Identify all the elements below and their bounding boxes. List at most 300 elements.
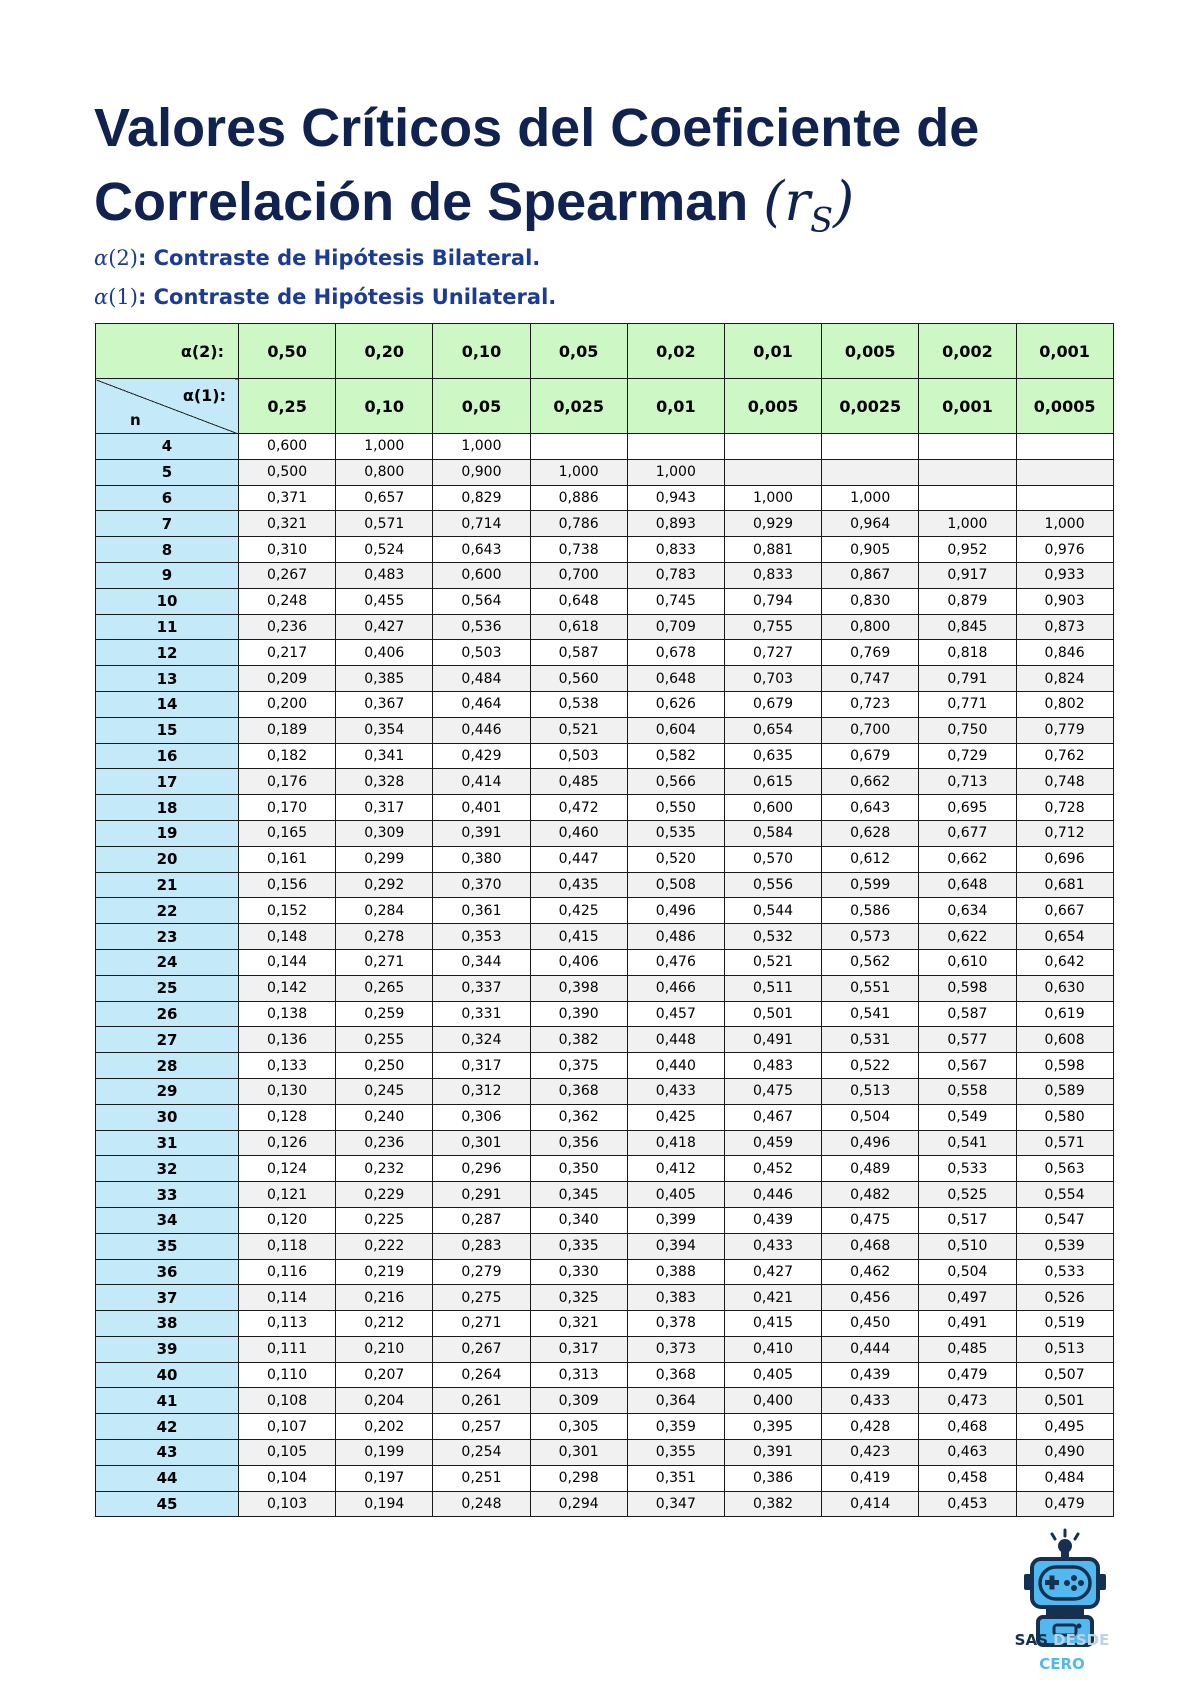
critical-value-cell: 0,351 xyxy=(627,1465,724,1491)
table-row xyxy=(96,717,1114,743)
logo-word-sas: SAS xyxy=(1014,1631,1048,1649)
critical-value-cell: 0,353 xyxy=(433,924,530,950)
critical-value-cell: 0,446 xyxy=(724,1182,821,1208)
table-row xyxy=(96,1285,1114,1311)
sample-size-cell: 4 xyxy=(96,434,239,460)
critical-value-cell: 0,418 xyxy=(627,1130,724,1156)
sample-size-cell: 21 xyxy=(96,872,239,898)
critical-value-cell: 0,571 xyxy=(1016,1130,1113,1156)
critical-value-cell: 1,000 xyxy=(822,485,919,511)
sample-size-cell: 36 xyxy=(96,1259,239,1285)
table-row xyxy=(96,666,1114,692)
critical-value-cell: 0,709 xyxy=(627,614,724,640)
critical-value-cell xyxy=(724,434,821,460)
critical-value-cell: 0,324 xyxy=(433,1027,530,1053)
critical-value-cell: 0,419 xyxy=(822,1465,919,1491)
critical-value-cell: 0,463 xyxy=(919,1440,1016,1466)
alpha1-header: 0,25 xyxy=(239,379,336,434)
critical-value-cell: 0,294 xyxy=(530,1491,627,1517)
critical-value-cell: 0,362 xyxy=(530,1104,627,1130)
critical-value-cell: 0,554 xyxy=(1016,1182,1113,1208)
critical-value-cell xyxy=(822,459,919,485)
critical-value-cell: 0,313 xyxy=(530,1362,627,1388)
table-row xyxy=(96,1491,1114,1517)
critical-value-cell: 0,415 xyxy=(530,924,627,950)
critical-value-cell: 0,712 xyxy=(1016,820,1113,846)
critical-value-cell: 0,279 xyxy=(433,1259,530,1285)
critical-value-cell: 0,771 xyxy=(919,691,1016,717)
critical-value-cell: 0,728 xyxy=(1016,795,1113,821)
critical-value-cell: 0,335 xyxy=(530,1233,627,1259)
critical-value-cell: 0,485 xyxy=(530,769,627,795)
alpha1-header-row xyxy=(96,379,1114,434)
critical-value-cell: 0,259 xyxy=(336,1001,433,1027)
critical-value-cell: 0,415 xyxy=(724,1311,821,1337)
critical-value-cell: 0,232 xyxy=(336,1156,433,1182)
critical-value-cell: 0,610 xyxy=(919,949,1016,975)
sample-size-cell: 19 xyxy=(96,820,239,846)
critical-value-cell: 0,520 xyxy=(627,846,724,872)
critical-value-cell: 0,414 xyxy=(822,1491,919,1517)
alpha2-header: 0,005 xyxy=(822,324,919,379)
critical-value-cell: 0,513 xyxy=(1016,1336,1113,1362)
legend-unilateral: α(1): Contraste de Hipótesis Unilateral. xyxy=(94,285,557,309)
alpha2-header: 0,001 xyxy=(1016,324,1113,379)
critical-value-cell: 0,976 xyxy=(1016,537,1113,563)
sample-size-cell: 12 xyxy=(96,640,239,666)
critical-value-cell: 0,110 xyxy=(239,1362,336,1388)
critical-value-cell xyxy=(1016,485,1113,511)
critical-value-cell: 0,833 xyxy=(724,562,821,588)
critical-value-cell: 0,634 xyxy=(919,898,1016,924)
critical-value-cell: 0,152 xyxy=(239,898,336,924)
critical-value-cell: 0,577 xyxy=(919,1027,1016,1053)
critical-value-cell: 0,748 xyxy=(1016,769,1113,795)
critical-value-cell: 0,305 xyxy=(530,1414,627,1440)
critical-value-cell xyxy=(919,485,1016,511)
critical-value-cell: 0,236 xyxy=(336,1130,433,1156)
critical-value-cell: 0,563 xyxy=(1016,1156,1113,1182)
alpha2-header: 0,05 xyxy=(530,324,627,379)
critical-value-cell: 0,473 xyxy=(919,1388,1016,1414)
critical-value-cell: 0,309 xyxy=(336,820,433,846)
critical-value-cell: 0,829 xyxy=(433,485,530,511)
critical-value-cell: 0,368 xyxy=(530,1078,627,1104)
critical-value-cell: 0,703 xyxy=(724,666,821,692)
critical-value-cell: 0,330 xyxy=(530,1259,627,1285)
critical-value-cell: 0,275 xyxy=(433,1285,530,1311)
critical-value-cell: 0,587 xyxy=(530,640,627,666)
sample-size-cell: 42 xyxy=(96,1414,239,1440)
critical-value-cell: 0,533 xyxy=(919,1156,1016,1182)
critical-value-cell: 0,484 xyxy=(1016,1465,1113,1491)
table-row xyxy=(96,1027,1114,1053)
critical-value-cell: 0,395 xyxy=(724,1414,821,1440)
critical-value-cell: 0,479 xyxy=(919,1362,1016,1388)
critical-value-cell: 0,222 xyxy=(336,1233,433,1259)
logo-word-desde: DESDE xyxy=(1053,1631,1110,1649)
critical-value-cell: 0,386 xyxy=(724,1465,821,1491)
table-row xyxy=(96,769,1114,795)
critical-value-cell: 0,618 xyxy=(530,614,627,640)
critical-value-cell xyxy=(919,459,1016,485)
critical-value-cell: 0,612 xyxy=(822,846,919,872)
critical-value-cell: 0,236 xyxy=(239,614,336,640)
critical-value-cell: 0,584 xyxy=(724,820,821,846)
table-row xyxy=(96,975,1114,1001)
n-label: n xyxy=(130,411,141,429)
critical-value-cell: 0,700 xyxy=(822,717,919,743)
critical-value-cell: 0,368 xyxy=(627,1362,724,1388)
critical-value-cell: 0,301 xyxy=(530,1440,627,1466)
critical-value-cell: 0,541 xyxy=(822,1001,919,1027)
critical-value-cell: 0,482 xyxy=(822,1182,919,1208)
critical-value-cell: 0,291 xyxy=(433,1182,530,1208)
critical-value-cell: 0,331 xyxy=(433,1001,530,1027)
critical-value-cell: 0,250 xyxy=(336,1053,433,1079)
critical-value-cell: 0,747 xyxy=(822,666,919,692)
critical-value-cell: 0,120 xyxy=(239,1207,336,1233)
critical-value-cell: 0,136 xyxy=(239,1027,336,1053)
critical-value-cell: 0,328 xyxy=(336,769,433,795)
critical-value-cell: 0,144 xyxy=(239,949,336,975)
critical-value-cell: 0,121 xyxy=(239,1182,336,1208)
critical-value-cell: 0,657 xyxy=(336,485,433,511)
critical-value-cell: 0,662 xyxy=(919,846,1016,872)
critical-value-cell: 0,248 xyxy=(433,1491,530,1517)
critical-value-cell: 0,501 xyxy=(1016,1388,1113,1414)
critical-value-cell: 0,113 xyxy=(239,1311,336,1337)
critical-value-cell: 0,521 xyxy=(530,717,627,743)
sample-size-cell: 6 xyxy=(96,485,239,511)
critical-value-cell: 0,541 xyxy=(919,1130,1016,1156)
critical-value-cell: 0,176 xyxy=(239,769,336,795)
critical-value-cell: 0,567 xyxy=(919,1053,1016,1079)
critical-value-cell: 0,321 xyxy=(530,1311,627,1337)
critical-value-cell: 0,182 xyxy=(239,743,336,769)
alpha2-header: 0,002 xyxy=(919,324,1016,379)
table-row xyxy=(96,795,1114,821)
critical-value-cell: 0,375 xyxy=(530,1053,627,1079)
critical-value-cell: 0,769 xyxy=(822,640,919,666)
critical-value-cell: 0,248 xyxy=(239,588,336,614)
critical-value-cell: 0,513 xyxy=(822,1078,919,1104)
sample-size-cell: 18 xyxy=(96,795,239,821)
critical-value-cell: 0,138 xyxy=(239,1001,336,1027)
critical-value-cell: 0,539 xyxy=(1016,1233,1113,1259)
critical-value-cell: 0,952 xyxy=(919,537,1016,563)
critical-value-cell: 0,367 xyxy=(336,691,433,717)
critical-value-cell: 0,562 xyxy=(822,949,919,975)
table-row xyxy=(96,1311,1114,1337)
critical-value-cell: 0,439 xyxy=(822,1362,919,1388)
critical-value-cell: 0,298 xyxy=(530,1465,627,1491)
critical-value-cell: 0,257 xyxy=(433,1414,530,1440)
critical-value-cell: 0,570 xyxy=(724,846,821,872)
critical-value-cell: 0,491 xyxy=(919,1311,1016,1337)
critical-value-cell: 0,364 xyxy=(627,1388,724,1414)
table-row xyxy=(96,1182,1114,1208)
critical-value-cell: 0,667 xyxy=(1016,898,1113,924)
critical-value-cell: 0,317 xyxy=(530,1336,627,1362)
critical-value-cell: 0,310 xyxy=(239,537,336,563)
critical-value-cell: 0,526 xyxy=(1016,1285,1113,1311)
critical-value-cell: 0,727 xyxy=(724,640,821,666)
critical-value-cell: 0,468 xyxy=(822,1233,919,1259)
critical-value-cell: 0,547 xyxy=(1016,1207,1113,1233)
sample-size-cell: 29 xyxy=(96,1078,239,1104)
critical-value-cell: 0,532 xyxy=(724,924,821,950)
critical-value-cell: 0,361 xyxy=(433,898,530,924)
critical-value-cell: 0,615 xyxy=(724,769,821,795)
alpha2-header: 0,02 xyxy=(627,324,724,379)
critical-value-cell: 0,412 xyxy=(627,1156,724,1182)
critical-value-cell: 0,292 xyxy=(336,872,433,898)
critical-value-cell: 0,278 xyxy=(336,924,433,950)
critical-value-cell: 1,000 xyxy=(1016,511,1113,537)
critical-value-cell: 0,271 xyxy=(336,949,433,975)
alpha1-header: 0,05 xyxy=(433,379,530,434)
alpha2-header: 0,20 xyxy=(336,324,433,379)
critical-value-cell: 0,356 xyxy=(530,1130,627,1156)
alpha1-header: 0,001 xyxy=(919,379,1016,434)
critical-value-cell: 0,107 xyxy=(239,1414,336,1440)
table-row xyxy=(96,459,1114,485)
sample-size-cell: 24 xyxy=(96,949,239,975)
critical-value-cell: 0,943 xyxy=(627,485,724,511)
critical-value-cell xyxy=(1016,459,1113,485)
critical-value-cell: 0,549 xyxy=(919,1104,1016,1130)
alpha1-label: α(1): xyxy=(182,386,226,405)
critical-value-cell: 0,406 xyxy=(336,640,433,666)
critical-value-cell: 0,189 xyxy=(239,717,336,743)
table-row xyxy=(96,1233,1114,1259)
critical-value-cell: 0,405 xyxy=(724,1362,821,1388)
critical-value-cell: 0,435 xyxy=(530,872,627,898)
critical-value-cell xyxy=(822,434,919,460)
critical-value-cell: 0,440 xyxy=(627,1053,724,1079)
table-body xyxy=(96,434,1114,1517)
table-row xyxy=(96,820,1114,846)
critical-value-cell: 0,103 xyxy=(239,1491,336,1517)
table-row xyxy=(96,1156,1114,1182)
critical-value-cell xyxy=(530,434,627,460)
alpha1-header: 0,10 xyxy=(336,379,433,434)
critical-value-cell: 0,390 xyxy=(530,1001,627,1027)
critical-value-cell: 0,341 xyxy=(336,743,433,769)
critical-value-cell: 0,217 xyxy=(239,640,336,666)
title-line-1: Valores Críticos del Coeficiente de xyxy=(94,98,980,158)
critical-value-cell: 0,354 xyxy=(336,717,433,743)
critical-value-cell: 0,347 xyxy=(627,1491,724,1517)
logo-wordmark xyxy=(1002,1628,1122,1676)
critical-value-cell: 0,472 xyxy=(530,795,627,821)
critical-value-cell: 0,504 xyxy=(919,1259,1016,1285)
critical-value-cell: 0,517 xyxy=(919,1207,1016,1233)
critical-value-cell: 0,738 xyxy=(530,537,627,563)
critical-value-cell: 0,755 xyxy=(724,614,821,640)
sample-size-cell: 40 xyxy=(96,1362,239,1388)
sample-size-cell: 30 xyxy=(96,1104,239,1130)
critical-value-cell: 0,483 xyxy=(724,1053,821,1079)
sample-size-cell: 33 xyxy=(96,1182,239,1208)
critical-value-cell: 0,371 xyxy=(239,485,336,511)
critical-value-cell: 0,589 xyxy=(1016,1078,1113,1104)
critical-value-cell: 0,382 xyxy=(724,1491,821,1517)
critical-value-cell: 0,459 xyxy=(724,1130,821,1156)
critical-value-cell: 0,531 xyxy=(822,1027,919,1053)
critical-value-cell: 0,448 xyxy=(627,1027,724,1053)
critical-value-cell: 0,600 xyxy=(433,562,530,588)
sample-size-cell: 13 xyxy=(96,666,239,692)
critical-value-cell: 0,630 xyxy=(1016,975,1113,1001)
table-row xyxy=(96,1336,1114,1362)
table-row xyxy=(96,1001,1114,1027)
critical-value-cell: 0,296 xyxy=(433,1156,530,1182)
critical-value-cell: 0,800 xyxy=(822,614,919,640)
critical-value-cell: 0,600 xyxy=(239,434,336,460)
table-row xyxy=(96,511,1114,537)
critical-value-cell: 0,345 xyxy=(530,1182,627,1208)
critical-value-cell: 0,654 xyxy=(724,717,821,743)
critical-value-cell: 0,219 xyxy=(336,1259,433,1285)
critical-value-cell: 0,475 xyxy=(822,1207,919,1233)
critical-value-cell: 0,216 xyxy=(336,1285,433,1311)
critical-value-cell: 0,696 xyxy=(1016,846,1113,872)
critical-value-cell: 0,729 xyxy=(919,743,1016,769)
critical-value-cell: 0,824 xyxy=(1016,666,1113,692)
critical-value-cell: 0,165 xyxy=(239,820,336,846)
sample-size-cell: 31 xyxy=(96,1130,239,1156)
alpha1-header: 0,025 xyxy=(530,379,627,434)
critical-value-cell: 0,209 xyxy=(239,666,336,692)
sample-size-cell: 34 xyxy=(96,1207,239,1233)
critical-value-cell: 0,628 xyxy=(822,820,919,846)
critical-value-cell: 0,405 xyxy=(627,1182,724,1208)
critical-value-cell: 0,504 xyxy=(822,1104,919,1130)
critical-value-cell: 0,679 xyxy=(822,743,919,769)
critical-value-cell: 0,398 xyxy=(530,975,627,1001)
critical-value-cell: 0,491 xyxy=(724,1027,821,1053)
alpha1-n-corner-cell xyxy=(96,379,239,434)
critical-value-cell: 0,643 xyxy=(433,537,530,563)
critical-value-cell: 0,525 xyxy=(919,1182,1016,1208)
critical-value-cell: 0,468 xyxy=(919,1414,1016,1440)
critical-value-cell: 0,714 xyxy=(433,511,530,537)
critical-value-cell: 0,466 xyxy=(627,975,724,1001)
critical-value-cell: 0,800 xyxy=(336,459,433,485)
critical-value-cell: 0,648 xyxy=(530,588,627,614)
critical-value-cell: 0,599 xyxy=(822,872,919,898)
sample-size-cell: 23 xyxy=(96,924,239,950)
critical-value-cell: 0,551 xyxy=(822,975,919,1001)
critical-value-cell: 0,681 xyxy=(1016,872,1113,898)
sample-size-cell: 32 xyxy=(96,1156,239,1182)
alpha2-label: α(2): xyxy=(96,324,239,379)
sample-size-cell: 41 xyxy=(96,1388,239,1414)
critical-value-cell: 0,903 xyxy=(1016,588,1113,614)
critical-value-cell: 0,556 xyxy=(724,872,821,898)
critical-value-cell: 0,116 xyxy=(239,1259,336,1285)
table-row xyxy=(96,1440,1114,1466)
critical-value-cell: 0,679 xyxy=(724,691,821,717)
critical-value-cell: 0,283 xyxy=(433,1233,530,1259)
critical-value-cell: 0,427 xyxy=(724,1259,821,1285)
critical-value-cell: 0,933 xyxy=(1016,562,1113,588)
sample-size-cell: 14 xyxy=(96,691,239,717)
critical-values-table xyxy=(95,323,1114,1517)
critical-value-cell: 0,309 xyxy=(530,1388,627,1414)
critical-value-cell: 0,489 xyxy=(822,1156,919,1182)
critical-value-cell: 0,170 xyxy=(239,795,336,821)
critical-value-cell: 0,317 xyxy=(433,1053,530,1079)
critical-value-cell: 0,306 xyxy=(433,1104,530,1130)
critical-value-cell: 0,846 xyxy=(1016,640,1113,666)
critical-value-cell: 0,564 xyxy=(433,588,530,614)
critical-value-cell: 0,301 xyxy=(433,1130,530,1156)
critical-value-cell: 0,225 xyxy=(336,1207,433,1233)
critical-value-cell: 0,344 xyxy=(433,949,530,975)
critical-value-cell: 0,662 xyxy=(822,769,919,795)
critical-value-cell: 0,791 xyxy=(919,666,1016,692)
critical-value-cell: 0,458 xyxy=(919,1465,1016,1491)
critical-value-cell: 0,604 xyxy=(627,717,724,743)
alpha2-header: 0,10 xyxy=(433,324,530,379)
critical-value-cell: 0,425 xyxy=(530,898,627,924)
critical-value-cell: 0,483 xyxy=(336,562,433,588)
table-row xyxy=(96,1259,1114,1285)
critical-value-cell: 0,496 xyxy=(627,898,724,924)
sample-size-cell: 22 xyxy=(96,898,239,924)
critical-value-cell: 0,786 xyxy=(530,511,627,537)
critical-value-cell: 0,867 xyxy=(822,562,919,588)
table-row xyxy=(96,872,1114,898)
critical-value-cell: 0,359 xyxy=(627,1414,724,1440)
sample-size-cell: 25 xyxy=(96,975,239,1001)
critical-value-cell: 0,355 xyxy=(627,1440,724,1466)
critical-value-cell: 0,802 xyxy=(1016,691,1113,717)
critical-value-cell xyxy=(627,434,724,460)
sample-size-cell: 7 xyxy=(96,511,239,537)
critical-value-cell: 0,929 xyxy=(724,511,821,537)
critical-value-cell: 0,508 xyxy=(627,872,724,898)
table-row xyxy=(96,1207,1114,1233)
critical-value-cell: 0,762 xyxy=(1016,743,1113,769)
critical-value-cell: 0,200 xyxy=(239,691,336,717)
critical-value-cell: 0,893 xyxy=(627,511,724,537)
critical-value-cell: 0,446 xyxy=(433,717,530,743)
critical-value-cell: 1,000 xyxy=(530,459,627,485)
critical-value-cell: 0,598 xyxy=(919,975,1016,1001)
critical-value-cell: 0,503 xyxy=(433,640,530,666)
critical-value-cell: 0,321 xyxy=(239,511,336,537)
critical-value-cell: 0,460 xyxy=(530,820,627,846)
critical-value-cell: 0,271 xyxy=(433,1311,530,1337)
critical-value-cell: 0,900 xyxy=(433,459,530,485)
critical-value-cell: 0,447 xyxy=(530,846,627,872)
critical-value-cell: 0,490 xyxy=(1016,1440,1113,1466)
critical-value-cell: 0,265 xyxy=(336,975,433,1001)
critical-value-cell: 0,439 xyxy=(724,1207,821,1233)
sample-size-cell: 26 xyxy=(96,1001,239,1027)
critical-value-cell: 0,845 xyxy=(919,614,1016,640)
alpha2-header-row xyxy=(96,324,1114,379)
critical-value-cell: 0,582 xyxy=(627,743,724,769)
title-line-2: Correlación de Spearman xyxy=(94,172,749,232)
page-title xyxy=(94,92,1154,257)
critical-value-cell: 0,453 xyxy=(919,1491,1016,1517)
critical-value-cell: 0,533 xyxy=(1016,1259,1113,1285)
